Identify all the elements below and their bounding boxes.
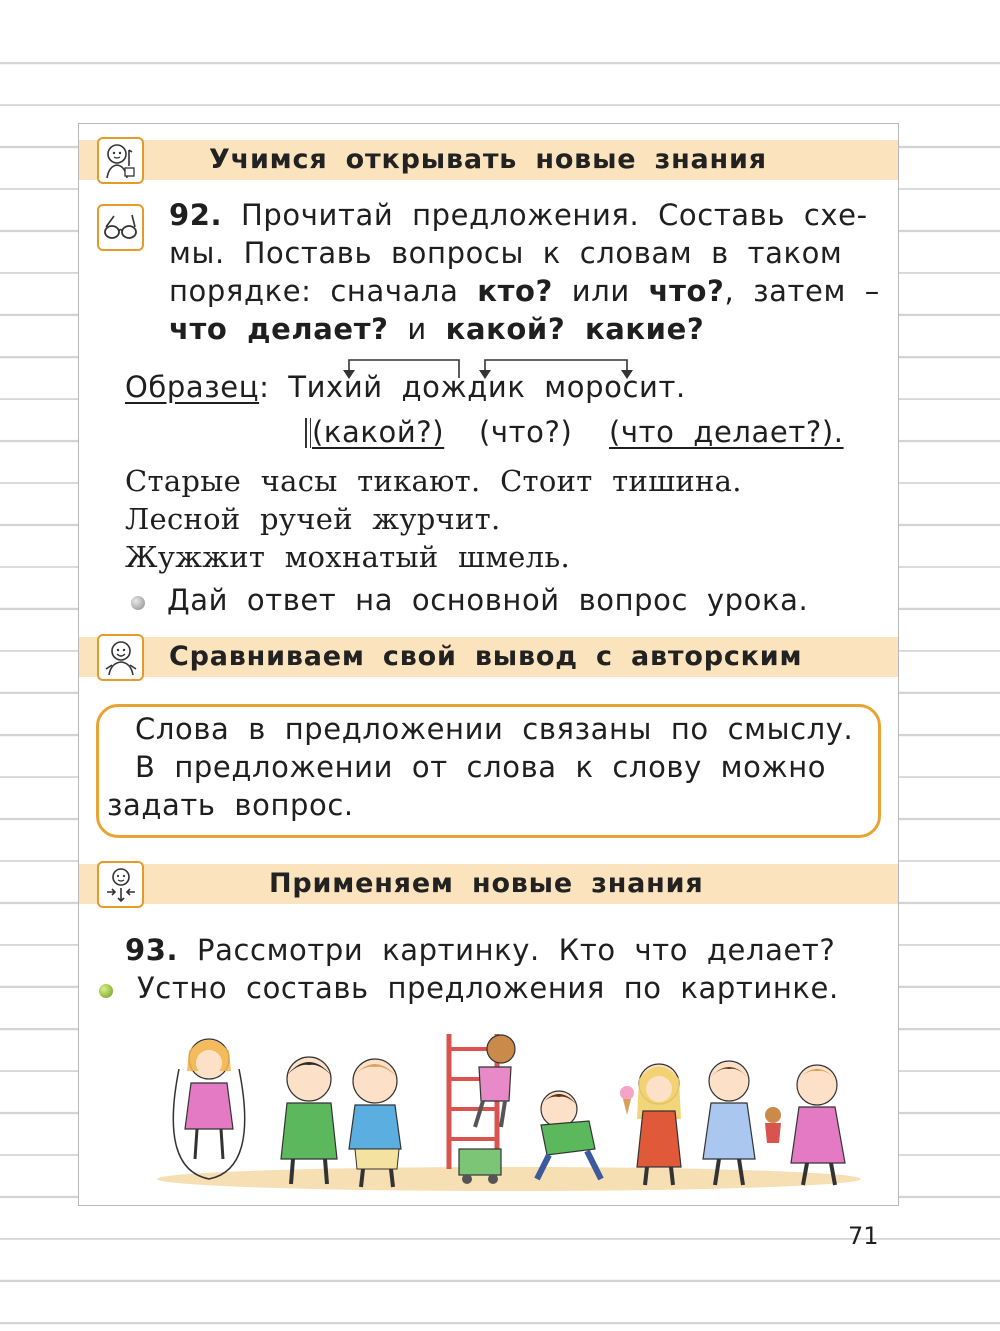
sample-label: Образец xyxy=(125,370,260,404)
boys-talking xyxy=(281,1057,401,1187)
conclusion-line2: В предложении от слова к слову можно xyxy=(135,750,827,784)
textbook-page xyxy=(78,123,899,1206)
section-title-apply: Применяем новые знания xyxy=(269,868,704,899)
ex92-line1: 92. Прочитай предложения. Составь схе- xyxy=(169,198,868,232)
question-chto-delaet: (что делает?). xyxy=(609,415,844,449)
ex92-line3: порядке: сначала кто? или что?, затем – xyxy=(169,274,880,308)
sentence-3: Жужжит мохнатый шмель. xyxy=(125,540,570,574)
ex92-number: 92. xyxy=(169,198,223,232)
green-bullet-icon xyxy=(99,984,113,998)
ex92-task: Дай ответ на основной вопрос урока. xyxy=(167,583,809,617)
sample-sentence: Тихий дождик моросит. xyxy=(288,370,686,404)
conclusion-line1: Слова в предложении связаны по смыслу. xyxy=(135,712,854,746)
sample-line: Образец: Тихий дождик моросит. xyxy=(125,370,686,404)
child-arrows-icon xyxy=(97,861,144,908)
question-kakoy: (какой?) xyxy=(305,415,444,449)
girl-ice-cream xyxy=(620,1064,681,1185)
glasses-icon xyxy=(97,204,144,251)
ex93-line1: 93. Рассмотри картинку. Кто что делает? xyxy=(125,933,836,967)
page-number: 71 xyxy=(848,1222,879,1250)
conclusion-line3: задать вопрос. xyxy=(107,788,354,822)
sentence-2: Лесной ручей журчит. xyxy=(125,502,501,536)
ex93-number: 93. xyxy=(125,933,179,967)
smiling-child-icon xyxy=(97,634,144,681)
girl-jump-rope xyxy=(173,1039,244,1179)
ex92-line4: что делает? и какой? какие? xyxy=(169,312,705,346)
thinking-child-icon xyxy=(97,137,144,184)
section-band-learn xyxy=(79,140,898,180)
ladder-climber xyxy=(449,1034,515,1184)
section-title-compare: Сравниваем свой вывод с авторским xyxy=(169,641,803,672)
section-band-compare xyxy=(79,637,898,677)
grey-bullet-icon xyxy=(131,596,145,610)
section-title-learn: Учимся открывать новые знания xyxy=(209,144,767,175)
boy-pushing xyxy=(537,1091,601,1179)
ex92-line2: мы. Поставь вопросы к словам в таком xyxy=(169,236,843,270)
sentence-1: Старые часы тикают. Стоит тишина. xyxy=(125,464,742,498)
children-playing-illustration xyxy=(149,1019,869,1194)
question-chto: (что?) xyxy=(479,415,573,449)
section-band-apply xyxy=(79,864,898,904)
ex93-line2: Устно составь предложения по картинке. xyxy=(137,971,839,1005)
girls-with-doll xyxy=(703,1061,845,1185)
double-bar-mark xyxy=(305,418,311,448)
